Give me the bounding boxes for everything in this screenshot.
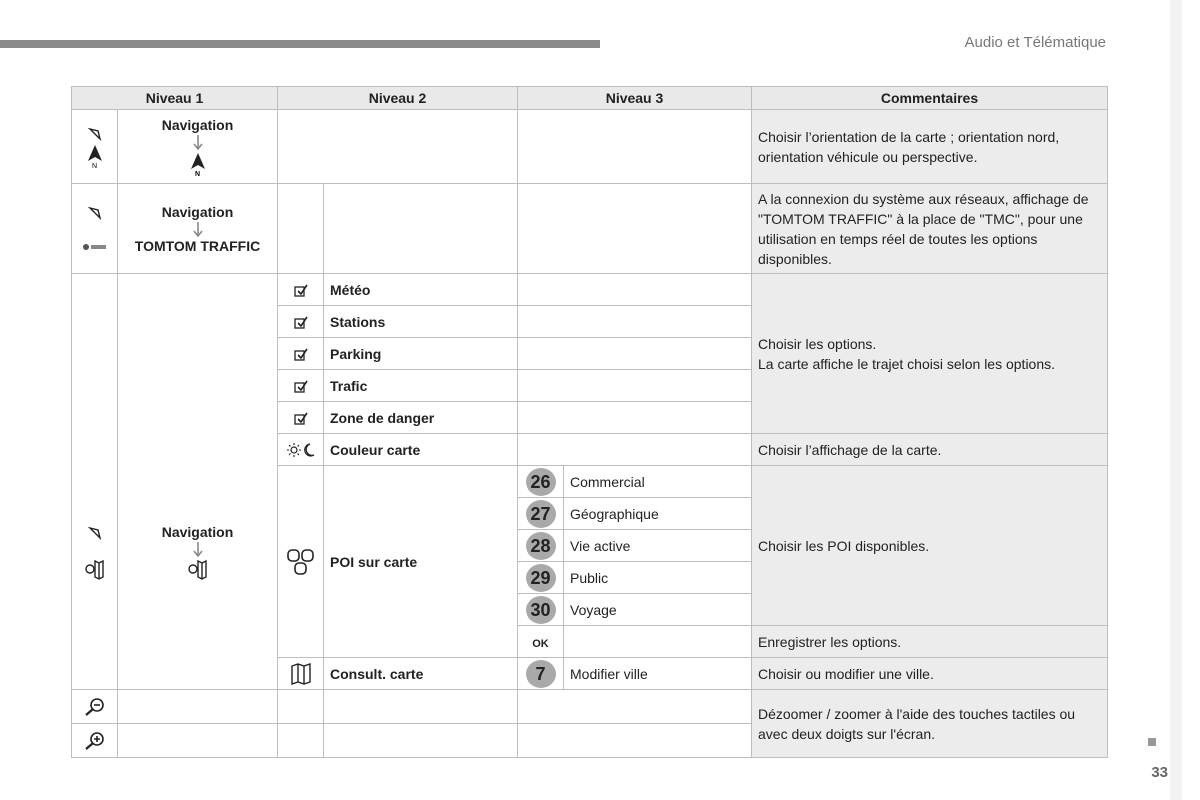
- poi-vie-active[interactable]: Vie active: [564, 530, 752, 562]
- comment-cell: Choisir l’affichage de la carte.: [752, 434, 1108, 466]
- navigation-cell: [118, 274, 278, 690]
- table-header-row: [72, 87, 1108, 110]
- empty-cell: [518, 690, 752, 724]
- badge-cell: [518, 498, 564, 530]
- city-number-badge: 7: [526, 660, 556, 688]
- checkbox-icon: [294, 284, 308, 298]
- page-marker: [1148, 738, 1156, 746]
- empty-cell: [324, 724, 518, 758]
- navigation-label: Navigation: [161, 203, 234, 220]
- zoom-in-icon-cell: [72, 724, 118, 758]
- badge-cell: [518, 530, 564, 562]
- poi-number-badge: 26: [526, 468, 556, 496]
- header-niveau2: Niveau 2: [278, 87, 518, 110]
- empty-cell: [564, 626, 752, 658]
- checkbox-icon: [294, 380, 308, 394]
- section-title: Audio et Télématique: [964, 34, 1106, 51]
- icon-cell: [72, 110, 118, 184]
- tomtom-traffic-logo-icon: [82, 242, 108, 252]
- menu-table: [71, 86, 1108, 758]
- option-zone-danger[interactable]: Zone de danger: [324, 402, 518, 434]
- poi-number-badge: 27: [526, 500, 556, 528]
- day-night-icon: [286, 442, 316, 458]
- poi-icon-cell: [278, 466, 324, 658]
- side-bar: [1170, 0, 1182, 800]
- checkbox-icon-cell: [278, 274, 324, 306]
- tomtom-traffic-label: TOMTOM TRAFFIC: [134, 237, 261, 254]
- zoom-out-icon-cell: [72, 690, 118, 724]
- empty-cell: [324, 184, 518, 274]
- empty-cell: [278, 184, 324, 274]
- option-trafic[interactable]: Trafic: [324, 370, 518, 402]
- couleur-carte-label[interactable]: Couleur carte: [324, 434, 518, 466]
- badge-cell: [518, 658, 564, 690]
- poi-number-badge: 28: [526, 532, 556, 560]
- empty-cell: [518, 274, 752, 306]
- poi-icon: [286, 548, 316, 576]
- header-commentaires: Commentaires: [752, 87, 1108, 110]
- checkbox-icon-cell: [278, 306, 324, 338]
- empty-cell: [518, 110, 752, 184]
- map-icon-cell: [278, 658, 324, 690]
- map-icon: [290, 663, 312, 685]
- options-comment: Choisir les options. La carte affiche le trajet choisi selon les options.: [758, 335, 1056, 372]
- table-row: [72, 690, 1108, 724]
- badge-cell: [518, 594, 564, 626]
- modifier-ville[interactable]: Modifier ville: [564, 658, 752, 690]
- badge-cell: [518, 466, 564, 498]
- empty-cell: [518, 338, 752, 370]
- poi-commercial[interactable]: Commercial: [564, 466, 752, 498]
- empty-cell: [518, 306, 752, 338]
- poi-public[interactable]: Public: [564, 562, 752, 594]
- badge-cell: [518, 562, 564, 594]
- header-niveau3: Niveau 3: [518, 87, 752, 110]
- comment-cell: Choisir ou modifier une ville.: [752, 658, 1108, 690]
- comment-cell: Choisir les POI disponibles.: [752, 466, 1108, 626]
- table-row: [72, 274, 1108, 306]
- option-stations[interactable]: Stations: [324, 306, 518, 338]
- checkbox-icon: [294, 316, 308, 330]
- empty-cell: [518, 184, 752, 274]
- comment-cell: A la connexion du système aux réseaux, affichage de "TOMTOM TRAFFIC" à la place de "TMC", pour une utilisation en temps réel de toutes les options disponibles.: [752, 184, 1108, 274]
- header-bar: [0, 40, 600, 48]
- consult-carte-label[interactable]: Consult. carte: [324, 658, 518, 690]
- checkbox-icon-cell: [278, 338, 324, 370]
- ok-cell: [518, 626, 564, 658]
- page-number: 33: [1151, 764, 1168, 781]
- navigation-label: Navigation: [161, 116, 234, 133]
- zoom-in-icon: [83, 731, 107, 751]
- icon-cell: [72, 184, 118, 274]
- comment-cell: Enregistrer les options.: [752, 626, 1108, 658]
- empty-cell: [518, 434, 752, 466]
- poi-geographique[interactable]: Géographique: [564, 498, 752, 530]
- north-arrow-icon: [190, 151, 206, 177]
- comment-cell: Choisir l’orientation de la carte ; orientation nord, orientation véhicule ou perspective.: [752, 110, 1108, 184]
- checkbox-icon-cell: [278, 402, 324, 434]
- checkbox-icon: [294, 412, 308, 426]
- navigation-label: Navigation: [161, 523, 234, 540]
- down-arrow-icon: [192, 135, 204, 151]
- checkbox-icon-cell: [278, 370, 324, 402]
- poi-number-badge: 29: [526, 564, 556, 592]
- ok-button[interactable]: OK: [532, 637, 549, 650]
- empty-cell: [518, 724, 752, 758]
- down-arrow-icon: [192, 222, 204, 238]
- map-settings-icon: [83, 558, 107, 580]
- comment-cell: Dézoomer / zoomer à l'aide des touches tactiles ou avec deux doigts sur l'écran.: [752, 690, 1108, 758]
- empty-cell: [278, 724, 324, 758]
- zoom-out-icon: [83, 697, 107, 717]
- svg-text:N: N: [194, 170, 200, 177]
- icon-cell: [72, 274, 118, 690]
- empty-cell: [518, 402, 752, 434]
- checkbox-icon: [294, 348, 308, 362]
- empty-cell: [518, 370, 752, 402]
- empty-cell: [118, 690, 278, 724]
- empty-cell: [278, 690, 324, 724]
- north-arrow-icon: [87, 143, 103, 169]
- map-settings-icon: [186, 558, 210, 580]
- navigation-cell: [118, 184, 278, 274]
- header-niveau1: Niveau 1: [72, 87, 278, 110]
- poi-sur-carte-label[interactable]: POI sur carte: [324, 466, 518, 658]
- down-arrow-icon: [192, 542, 204, 558]
- table-row: [72, 184, 1108, 274]
- option-meteo[interactable]: Météo: [324, 274, 518, 306]
- navigation-arrow-icon: [86, 125, 104, 143]
- table-row: [72, 110, 1108, 184]
- empty-cell: [118, 724, 278, 758]
- navigation-cell: [118, 110, 278, 184]
- poi-voyage[interactable]: Voyage: [564, 594, 752, 626]
- poi-number-badge: 30: [526, 596, 556, 624]
- comment-cell: [752, 274, 1108, 434]
- empty-cell: [324, 690, 518, 724]
- option-parking[interactable]: Parking: [324, 338, 518, 370]
- navigation-arrow-icon: [86, 524, 104, 542]
- empty-cell: [278, 110, 518, 184]
- navigation-arrow-icon: [86, 204, 104, 222]
- day-night-icon-cell: [278, 434, 324, 466]
- svg-text:N: N: [91, 162, 97, 169]
